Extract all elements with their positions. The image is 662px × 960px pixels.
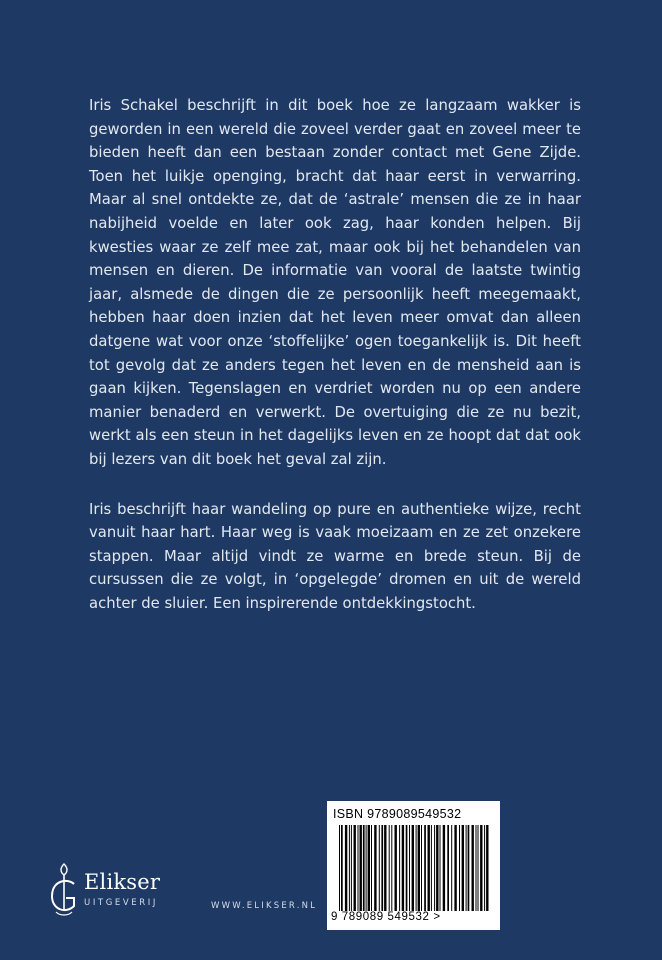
barcode-bar xyxy=(468,825,470,915)
barcode-bar xyxy=(371,825,372,915)
barcode-bar xyxy=(360,825,362,915)
isbn-label: ISBN 9789089549532 xyxy=(333,807,462,821)
barcode-bar xyxy=(395,825,397,915)
blurb-paragraph-1: Iris Schakel beschrijft in dit boek hoe ze langzaam wakker is geworden in een wereld die zoveel verder gaat en zoveel meer te bieden heeft dan een bestaan zonder contact met Gene Zijde. Toen het luikje openging, bracht dat haar eerst in verwarring. Maar al snel ontdekte ze, dat de ‘astrale’ mensen die ze in haar nabijheid voelde en later ook zag, haar konden helpen. Bij kwesties waar ze zelf mee zat, maar ook bij het behandelen van mensen en dieren. De informatie van vooral de laatste twintig jaar, alsmede de dingen die ze persoonlijk heeft meegemaakt, hebben haar doen inzien dat het leven meer omvat dan alleen datgene wat voor onze ‘stoffelijke’ ogen toegankelijk is. Dit heeft tot gevolg dat ze anders tegen het leven en de mensheid aan is gaan kijken. Tegenslagen en verdriet worden nu op een andere manier benaderd en verwerkt. De overtuiging die ze nu bezit, werkt als een steun in het dagelijks leven en ze hoopt dat dat ook bij lezers van dit boek het geval zal zijn. xyxy=(89,97,581,468)
barcode-bar xyxy=(358,825,359,915)
publisher-website: WWW.ELIKSER.NL xyxy=(211,901,318,911)
barcode-bar xyxy=(466,825,467,915)
publisher-name: Elikser xyxy=(84,870,161,894)
elikser-logo-icon xyxy=(44,860,84,918)
barcode-bar xyxy=(428,825,430,915)
barcode-bar xyxy=(484,825,485,915)
barcode-bar xyxy=(478,825,479,915)
barcode-bar xyxy=(443,825,445,915)
barcode-bar xyxy=(391,825,392,915)
barcode-bar xyxy=(379,825,380,915)
barcode-bar xyxy=(447,825,449,915)
barcode-bar xyxy=(374,825,376,915)
barcode-bar xyxy=(421,825,422,915)
barcode-bar xyxy=(406,825,408,915)
barcode-bar xyxy=(436,825,438,915)
barcode-bar xyxy=(480,825,482,915)
barcode-bar xyxy=(409,825,410,915)
publisher-subtitle: UITGEVERIJ xyxy=(84,898,158,908)
barcode-bar xyxy=(349,825,350,915)
barcode-bar xyxy=(354,825,356,915)
barcode-bar xyxy=(418,825,420,915)
barcode-bar xyxy=(434,825,435,915)
blurb-paragraph-2: Iris beschrijft haar wandeling op pure en authentieke wijze, recht vanuit haar hart. Haar weg is vaak moeizaam en ze zet onzekere stappen. Maar altijd vindt ze warme en brede steun. Bij de cursussen die ze volgt, in ‘opgelegde’ dromen en uit de wereld achter de sluier. Een inspirerende ontdekkingstocht. xyxy=(89,500,581,612)
barcode-digits: 9 789089 549532 > xyxy=(331,911,497,923)
barcode-bar xyxy=(476,825,477,915)
barcode-bar xyxy=(368,825,370,915)
publisher-logo xyxy=(44,860,174,920)
barcode-bar xyxy=(472,825,474,915)
barcode-bar xyxy=(440,825,441,915)
barcode-bar xyxy=(462,825,464,915)
back-cover-blurb xyxy=(89,94,581,641)
barcode-bar xyxy=(399,825,400,915)
barcode-bar xyxy=(416,825,417,915)
barcode-bar xyxy=(363,825,365,915)
barcode-bar xyxy=(459,825,460,915)
barcode-bar xyxy=(454,825,456,915)
barcode-bar xyxy=(486,825,488,915)
barcode-bar xyxy=(402,825,404,915)
barcode-bar xyxy=(341,825,343,915)
barcode-bar xyxy=(351,825,352,915)
barcode-bar xyxy=(345,825,347,915)
barcode-bars xyxy=(339,825,489,915)
barcode-bar xyxy=(431,825,432,915)
barcode-bar xyxy=(412,825,414,915)
barcode-bar xyxy=(381,825,383,915)
barcode-bar xyxy=(366,825,367,915)
barcode-bar xyxy=(424,825,426,915)
isbn-barcode xyxy=(327,801,500,930)
barcode-bar xyxy=(384,825,386,915)
barcode-bar xyxy=(339,825,340,915)
barcode-bar xyxy=(389,825,390,915)
barcode-bar xyxy=(451,825,452,915)
